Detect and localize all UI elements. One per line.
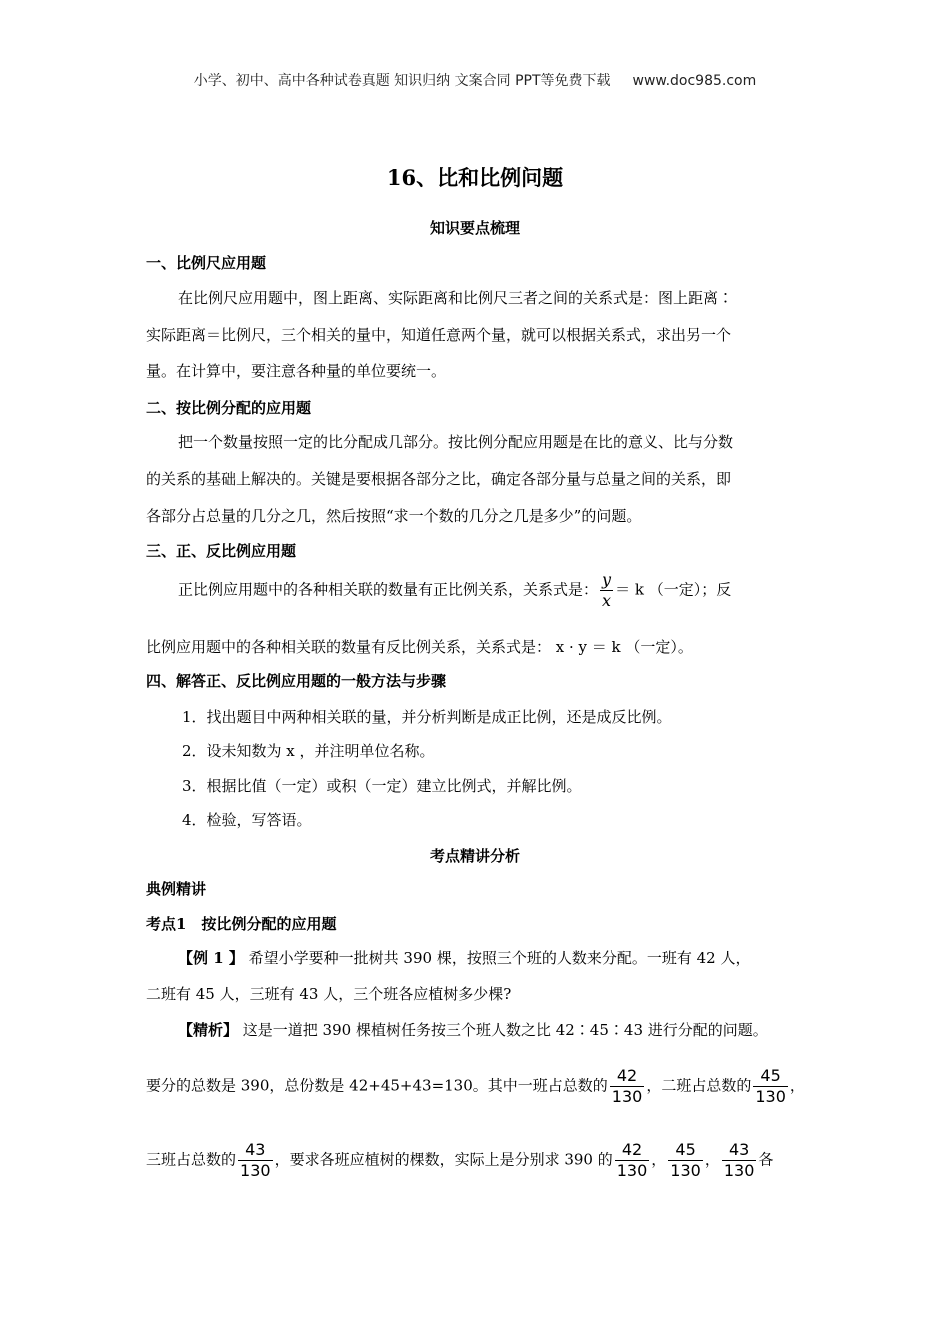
- paragraph-line-formula: [178, 570, 731, 611]
- step-item: 4．检验，写答语。: [182, 811, 312, 829]
- heading-ratio-distribution: 二、按比例分配的应用题: [146, 399, 312, 417]
- heading-method-steps: 四、解答正、反比例应用题的一般方法与步骤: [146, 672, 447, 690]
- fraction-denominator: 130: [611, 1087, 643, 1106]
- fraction-42-130: [615, 1140, 650, 1181]
- paragraph-line: 在比例尺应用题中，图上距离、实际距离和比例尺三者之间的关系式是：图上距离∶: [178, 289, 734, 307]
- fraction-y-over-x: [600, 570, 613, 611]
- example-label: 【例 1 】: [178, 949, 244, 967]
- example-line: [178, 947, 750, 968]
- fraction-denominator: 130: [616, 1161, 648, 1180]
- analysis-text: 三班占总数的: [146, 1150, 237, 1169]
- fraction-43-130: [238, 1140, 273, 1181]
- step-item: 1．找出题目中两种相关联的量，并分析判断是成正比例，还是成反比例。: [182, 708, 672, 726]
- step-item: 2．设未知数为 x ，并注明单位名称。: [182, 742, 435, 760]
- subheading-examples: 典例精讲: [146, 880, 207, 898]
- header-site: www.doc985.com: [632, 73, 757, 89]
- page-title: 16、比和比例问题: [386, 165, 564, 190]
- analysis-text: ，二班占总数的: [646, 1076, 752, 1095]
- analysis-text: 这是一道把 390 棵植树任务按三个班人数之比 42∶45∶43 进行分配的问题。: [238, 1021, 768, 1039]
- analysis-text: 各: [758, 1150, 774, 1169]
- paragraph-line: 比例应用题中的各种相关联的数量有反比例关系，关系式是： x · y ＝ k （一定）。: [146, 638, 693, 656]
- fraction-numerator: y: [602, 570, 612, 589]
- example-text: 希望小学要种一批树共 390 棵，按照三个班的人数来分配。一班有 42 人，: [243, 949, 751, 967]
- page-header: [0, 70, 950, 90]
- formula-text: ＝ k （一定）；反: [615, 580, 732, 599]
- analysis-label: 【精析】: [178, 1021, 239, 1039]
- analysis-text: ，: [789, 1076, 805, 1095]
- fraction-denominator: 130: [723, 1161, 755, 1180]
- fraction-numerator: 42: [615, 1140, 650, 1161]
- step-item: 3．根据比值（一定）或积（一定）建立比例式，并解比例。: [182, 777, 582, 795]
- fraction-denominator: 130: [670, 1161, 701, 1180]
- analysis-line: [178, 1019, 768, 1040]
- heading-scale: 一、比例尺应用题: [146, 254, 267, 272]
- fraction-numerator: 45: [668, 1140, 703, 1161]
- fraction-45-130: [668, 1140, 703, 1181]
- heading-proportion: 三、正、反比例应用题: [146, 542, 297, 560]
- fraction-numerator: 43: [238, 1140, 273, 1161]
- fraction-42-130: [610, 1066, 645, 1107]
- section-heading-analysis: 考点精讲分析: [429, 847, 520, 865]
- fraction-denominator: 130: [240, 1161, 271, 1180]
- fraction-denominator: 130: [755, 1087, 786, 1106]
- point-heading: 考点1 按比例分配的应用题: [146, 915, 337, 933]
- analysis-text: ，: [651, 1150, 667, 1169]
- fraction-numerator: 43: [722, 1140, 757, 1161]
- analysis-line-fractions: [146, 1140, 773, 1181]
- paragraph-line: 的关系的基础上解决的。关键是要根据各部分之比，确定各部分量与总量之间的关系，即: [146, 470, 732, 488]
- example-line: 二班有 45 人，三班有 43 人，三个班各应植树多少棵?: [146, 985, 512, 1003]
- analysis-text: ，: [704, 1150, 720, 1169]
- analysis-text: ，要求各班应植树的棵数，实际上是分别求 390 的: [274, 1150, 613, 1169]
- fraction-43-130: [722, 1140, 757, 1181]
- analysis-line-fractions: [146, 1066, 805, 1107]
- fraction-denominator: x: [602, 591, 612, 610]
- fraction-45-130: [753, 1066, 788, 1107]
- paragraph-line: 各部分占总量的几分之几，然后按照“求一个数的几分之几是多少”的问题。: [146, 507, 642, 525]
- formula-text: 正比例应用题中的各种相关联的数量有正比例关系，关系式是：: [178, 580, 599, 599]
- fraction-numerator: 45: [753, 1066, 788, 1087]
- header-text: 小学、初中、高中各种试卷真题 知识归纳 文案合同 PPT等免费下载: [193, 73, 611, 89]
- analysis-text: 要分的总数是 390，总份数是 42+45+43=130。其中一班占总数的: [146, 1076, 608, 1095]
- section-heading-knowledge: 知识要点梳理: [429, 219, 520, 237]
- paragraph-line: 实际距离＝比例尺，三个相关的量中，知道任意两个量，就可以根据关系式，求出另一个: [146, 326, 732, 344]
- fraction-numerator: 42: [610, 1066, 645, 1087]
- paragraph-line: 量。在计算中，要注意各种量的单位要统一。: [146, 362, 447, 380]
- paragraph-line: 把一个数量按照一定的比分配成几部分。按比例分配应用题是在比的意义、比与分数: [178, 433, 734, 451]
